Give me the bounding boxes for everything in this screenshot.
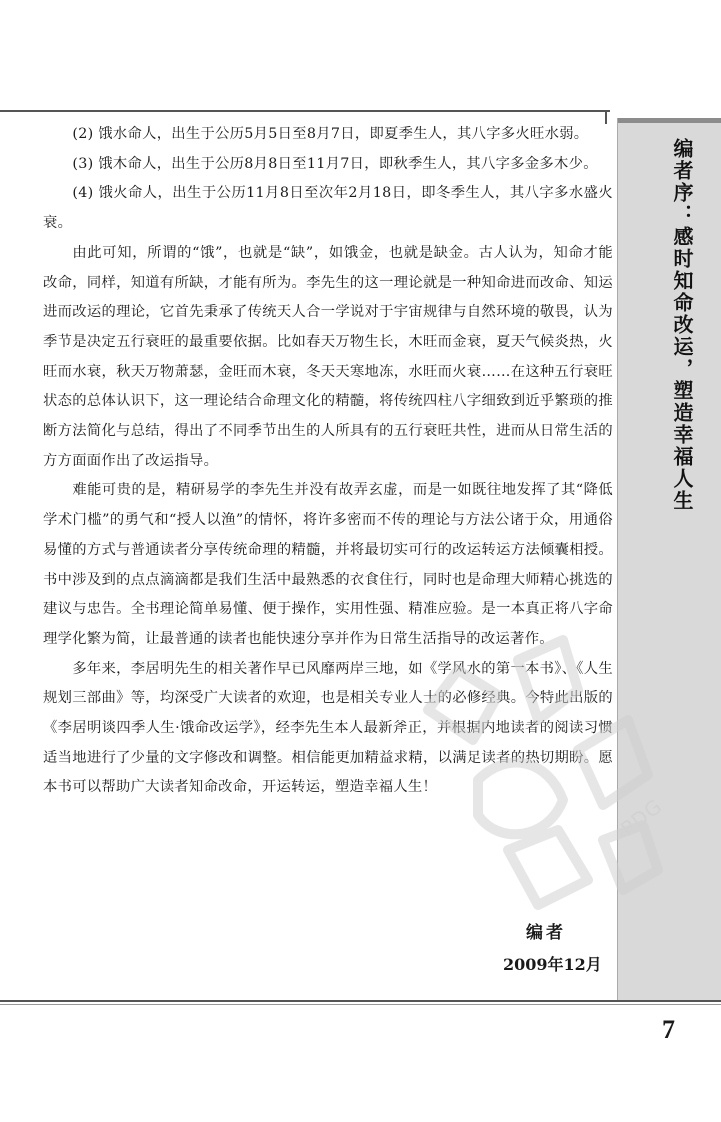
paragraph: (2) 饿水命人，出生于公历5月5日至8月7日，即夏季生人，其八字多火旺水弱。 — [72, 126, 589, 142]
bottom-frame-shadow — [0, 1004, 721, 1005]
paragraph: (4) 饿火命人，出生于公历11月8日至次年2月18日，即冬季生人，其八字多水盛火衰。 — [43, 185, 613, 232]
paragraph: 由此可知，所谓的“饿”，也就是“缺”，如饿金，也就是缺金。古人认为，知命才能改命，同样，知道有所缺，才能有所为。李先生的这一理论就是一种知命进而改命、知运进而改运的理论，它首先秉承了传统天人合一学说对于宇宙规律与自然环境的敬畏，认为季节是决定五行衰旺的最重要依据。比如春天万物生长，木旺而金衰，夏天气候炎热，火旺而水衰，秋天万物萧瑟，金旺而木衰，冬天天寒地冻，水旺而火衰……在这种五行衰旺状态的总体认识下，这一理论结合命理文化的精髓，将传统四柱八字细致到近乎繁琐的推断方法简化与总结，得出了不同季节出生的人所具有的五行衰旺共性，进而从日常生活的方方面面作出了改运指导。 — [43, 244, 613, 469]
page-number: 7 — [662, 1015, 675, 1044]
signature: 编者 — [526, 923, 566, 943]
bottom-frame-rule — [0, 1000, 721, 1002]
watermark-text: PDG — [616, 793, 667, 841]
chapter-title-vertical: 编者序：感时知命改运，塑造幸福人生 — [670, 138, 694, 512]
paragraph: 难能可贵的是，精研易学的李先生并没有故弄玄虚，而是一如既往地发挥了其“降低学术门槛”的勇气和“授人以渔”的情怀，将许多密而不传的理论与方法公诸于众，用通俗易懂的方式与普通读者分享传统命理的精髓，并将最切实可行的改运转运方法倾囊相授。书中涉及到的点点滴滴都是我们生活中最熟悉的衣食住行，同时也是命理大师精心挑选的建议与忠告。全书理论简单易懂、便于操作，实用性强、精准应验。是一本真正将八字命理学化繁为简，让最普通的读者也能快速分享并作为日常生活指导的改运著作。 — [43, 482, 613, 647]
date: 2009年12月 — [503, 955, 602, 974]
watermark-seal — [388, 600, 688, 940]
top-frame-rule — [0, 110, 610, 112]
sidebar-top-rule — [618, 118, 721, 123]
paragraph: 多年来，李居明先生的相关著作早已风靡两岸三地，如《学风水的第一本书》、《人生规划三部曲》等，均深受广大读者的欢迎，也是相关专业人士的必修经典。今特此出版的《李居明谈四季人生·饿命改运学》，经李先生本人最新斧正，并根据内地读者的阅读习惯适当地进行了少量的文字修改和调整。相信能更加精益求精，以满足读者的热切期盼。愿本书可以帮助广大读者知命改命，开运转运，塑造幸福人生！ — [43, 660, 613, 796]
paragraph: (3) 饿木命人，出生于公历8月8日至11月7日，即秋季生人，其八字多金多木少。 — [72, 155, 598, 172]
